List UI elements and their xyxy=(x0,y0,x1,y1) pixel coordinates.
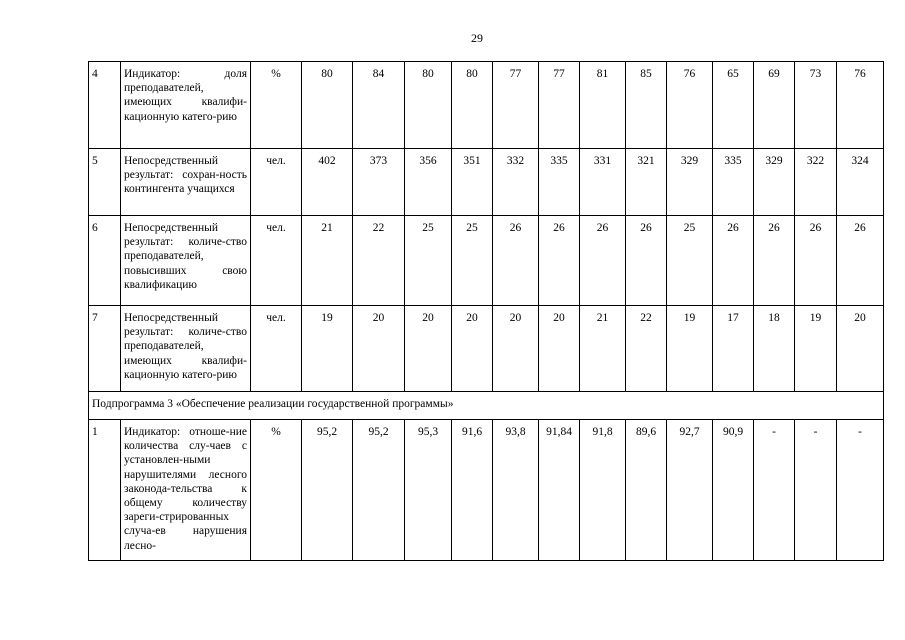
table-row xyxy=(89,306,884,392)
value-cell: 373 xyxy=(353,149,405,216)
table-body xyxy=(89,62,884,561)
value-cell: 65 xyxy=(713,62,754,149)
value-cell: 26 xyxy=(713,216,754,306)
value-cell: 26 xyxy=(754,216,795,306)
value-cell: 91,84 xyxy=(539,420,580,561)
value-cell: 76 xyxy=(667,62,713,149)
row-number: 7 xyxy=(89,306,121,392)
value-cell: 77 xyxy=(539,62,580,149)
value-cell: 331 xyxy=(580,149,626,216)
subprogram-row xyxy=(89,392,884,420)
subprogram-title: Подпрограмма 3 «Обеспечение реализации государственной программы» xyxy=(89,392,884,420)
row-number: 4 xyxy=(89,62,121,149)
value-cell: 22 xyxy=(626,306,667,392)
value-cell: 356 xyxy=(405,149,452,216)
value-cell: 89,6 xyxy=(626,420,667,561)
value-cell: 20 xyxy=(539,306,580,392)
value-cell: 93,8 xyxy=(493,420,539,561)
unit-cell: чел. xyxy=(251,306,302,392)
value-cell: - xyxy=(837,420,884,561)
table-row xyxy=(89,149,884,216)
unit-cell: чел. xyxy=(251,149,302,216)
value-cell: 21 xyxy=(302,216,353,306)
value-cell: 321 xyxy=(626,149,667,216)
page-number: 29 xyxy=(471,31,483,45)
value-cell: 81 xyxy=(580,62,626,149)
value-cell: 92,7 xyxy=(667,420,713,561)
value-cell: 73 xyxy=(795,62,837,149)
value-cell: 19 xyxy=(795,306,837,392)
value-cell: 20 xyxy=(493,306,539,392)
row-number: 1 xyxy=(89,420,121,561)
value-cell: - xyxy=(754,420,795,561)
value-cell: 91,8 xyxy=(580,420,626,561)
value-cell: 90,9 xyxy=(713,420,754,561)
unit-cell: % xyxy=(251,420,302,561)
value-cell: 26 xyxy=(580,216,626,306)
table-row xyxy=(89,216,884,306)
value-cell: 26 xyxy=(539,216,580,306)
value-cell: 26 xyxy=(837,216,884,306)
value-cell: 17 xyxy=(713,306,754,392)
value-cell: 25 xyxy=(667,216,713,306)
value-cell: 19 xyxy=(667,306,713,392)
value-cell: 25 xyxy=(452,216,493,306)
value-cell: 322 xyxy=(795,149,837,216)
value-cell: 77 xyxy=(493,62,539,149)
value-cell: 18 xyxy=(754,306,795,392)
value-cell: 21 xyxy=(580,306,626,392)
indicator-name: Непосредственный результат: сохран-ность контингента учащихся xyxy=(121,149,251,216)
value-cell: 335 xyxy=(539,149,580,216)
table-row xyxy=(89,62,884,149)
row-number: 5 xyxy=(89,149,121,216)
indicator-name: Индикатор: доля преподавателей, имеющих квалифи-кационную катего-рию xyxy=(121,62,251,149)
value-cell: 26 xyxy=(795,216,837,306)
value-cell: 76 xyxy=(837,62,884,149)
indicator-table xyxy=(88,61,884,561)
value-cell: 20 xyxy=(353,306,405,392)
value-cell: 324 xyxy=(837,149,884,216)
unit-cell: % xyxy=(251,62,302,149)
value-cell: 80 xyxy=(405,62,452,149)
value-cell: 85 xyxy=(626,62,667,149)
value-cell: 95,2 xyxy=(302,420,353,561)
value-cell: 95,3 xyxy=(405,420,452,561)
row-number: 6 xyxy=(89,216,121,306)
value-cell: 80 xyxy=(302,62,353,149)
value-cell: 22 xyxy=(353,216,405,306)
value-cell: 335 xyxy=(713,149,754,216)
value-cell: 20 xyxy=(452,306,493,392)
value-cell: 20 xyxy=(405,306,452,392)
value-cell: 351 xyxy=(452,149,493,216)
value-cell: 84 xyxy=(353,62,405,149)
indicator-name: Непосредственный результат: количе-ство преподавателей, повысивших свою квалификацию xyxy=(121,216,251,306)
value-cell: 95,2 xyxy=(353,420,405,561)
value-cell: 69 xyxy=(754,62,795,149)
value-cell: 19 xyxy=(302,306,353,392)
value-cell: 25 xyxy=(405,216,452,306)
indicator-name: Индикатор: отноше-ние количества слу-чаев с установлен-ными нарушителями лесного законода-тельства к общему количеству зареги-стрированных случа-ев нарушения лесно- xyxy=(121,420,251,561)
value-cell: - xyxy=(795,420,837,561)
value-cell: 332 xyxy=(493,149,539,216)
value-cell: 329 xyxy=(667,149,713,216)
value-cell: 402 xyxy=(302,149,353,216)
indicator-name: Непосредственный результат: количе-ство преподавателей, имеющих квалифи-кационную катего-рию xyxy=(121,306,251,392)
table-row xyxy=(89,420,884,561)
value-cell: 26 xyxy=(626,216,667,306)
value-cell: 80 xyxy=(452,62,493,149)
unit-cell: чел. xyxy=(251,216,302,306)
value-cell: 91,6 xyxy=(452,420,493,561)
value-cell: 20 xyxy=(837,306,884,392)
value-cell: 329 xyxy=(754,149,795,216)
value-cell: 26 xyxy=(493,216,539,306)
